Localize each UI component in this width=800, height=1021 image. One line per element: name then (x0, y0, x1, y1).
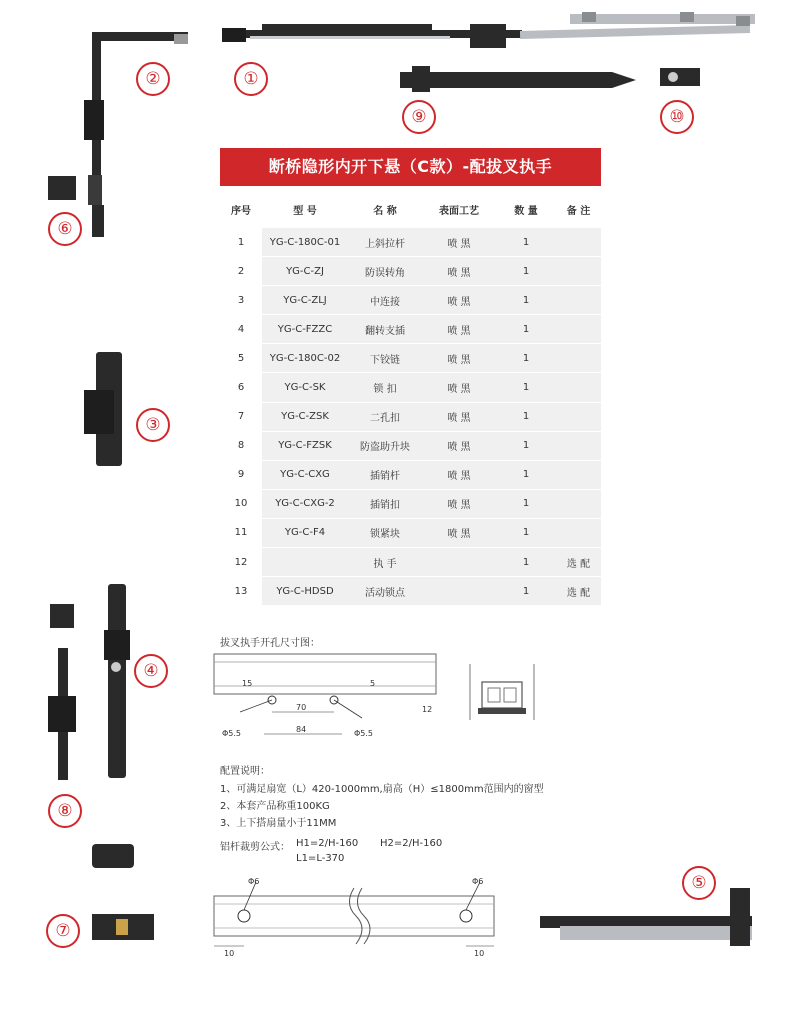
header-index: 序号 (231, 205, 251, 217)
badge-6: ⑥ (48, 212, 82, 246)
cell-name: 翻转支插 (348, 315, 422, 344)
cell-finish (422, 548, 496, 577)
cell-model: YG-C-HDSD (262, 577, 348, 606)
cell-quantity: 1 (496, 344, 556, 373)
cell-index: 2 (220, 257, 262, 286)
cell-remark (556, 373, 601, 402)
cell-quantity: 1 (496, 402, 556, 431)
handle-drawing-title: 拔叉执手开孔尺寸图： (220, 638, 320, 649)
cell-remark (556, 518, 601, 547)
cell-remark: 选 配 (556, 548, 601, 577)
cell-remark: 选 配 (556, 577, 601, 606)
cell-model: YG-C-SK (262, 373, 348, 402)
dim-hole-left: Φ5.5 (222, 729, 242, 738)
formula-label: 铝杆裁剪公式： (220, 842, 290, 853)
cell-model: YG-C-ZJ (262, 257, 348, 286)
cell-finish: 喷 黑 (422, 286, 496, 315)
cell-quantity: 1 (496, 228, 556, 257)
cell-name: 二孔扣 (348, 402, 422, 431)
table-row (220, 344, 601, 373)
cell-finish: 喷 黑 (422, 257, 496, 286)
cell-remark (556, 489, 601, 518)
cell-model (262, 548, 348, 577)
cell-index: 1 (220, 228, 262, 257)
cell-name: 防误转角 (348, 257, 422, 286)
table-row (220, 228, 601, 257)
cell-index: 11 (220, 518, 262, 547)
header-model: 型 号 (293, 205, 317, 217)
handle-hole-drawing (212, 650, 440, 746)
cell-name: 活动锁点 (348, 577, 422, 606)
cell-model: YG-C-FZZC (262, 315, 348, 344)
dim-5: 5 (370, 679, 376, 688)
config-line-2: 2、本套产品称重100KG (220, 801, 330, 812)
formula-h1: H1=2/H-160 (296, 838, 359, 849)
badge-5: ⑤ (682, 866, 716, 900)
cell-name: 插销杆 (348, 460, 422, 489)
cell-model: YG-C-180C-02 (262, 344, 348, 373)
config-title: 配置说明： (220, 766, 270, 777)
formula-l1: L1=L-370 (296, 853, 345, 864)
config-line-3: 3、上下搭扇量小于11MM (220, 818, 337, 829)
cell-quantity: 1 (496, 286, 556, 315)
cell-quantity: 1 (496, 518, 556, 547)
cell-model: YG-C-FZSK (262, 431, 348, 460)
table-row (220, 257, 601, 286)
cell-index: 5 (220, 344, 262, 373)
badge-2: ② (136, 62, 170, 96)
badge-4: ④ (134, 654, 168, 688)
cell-name: 执 手 (348, 548, 422, 577)
dim-10-left: 10 (224, 949, 235, 958)
table-row (220, 373, 601, 402)
cell-quantity: 1 (496, 315, 556, 344)
table-header-row (220, 190, 601, 228)
table-row (220, 518, 601, 547)
cell-index: 9 (220, 460, 262, 489)
cell-index: 8 (220, 431, 262, 460)
cell-model: YG-C-CXG (262, 460, 348, 489)
cell-index: 12 (220, 548, 262, 577)
cell-name: 锁紧块 (348, 518, 422, 547)
cell-quantity: 1 (496, 257, 556, 286)
cell-index: 3 (220, 286, 262, 315)
cell-model: YG-C-ZSK (262, 402, 348, 431)
cell-name: 防盗助升块 (348, 431, 422, 460)
table-row (220, 577, 601, 606)
cell-model: YG-C-ZLJ (262, 286, 348, 315)
cell-remark (556, 402, 601, 431)
cell-finish: 喷 黑 (422, 402, 496, 431)
dim-10-right: 10 (474, 949, 485, 958)
cell-index: 4 (220, 315, 262, 344)
table-row (220, 431, 601, 460)
header-finish: 表面工艺 (439, 205, 479, 217)
table-row (220, 315, 601, 344)
cell-quantity: 1 (496, 489, 556, 518)
cell-model: YG-C-180C-01 (262, 228, 348, 257)
table-row (220, 489, 601, 518)
cell-name: 插销扣 (348, 489, 422, 518)
badge-1: ① (234, 62, 268, 96)
cell-remark (556, 460, 601, 489)
part-6-lock-catch (48, 176, 76, 200)
cell-name: 下铰链 (348, 344, 422, 373)
cell-finish: 喷 黑 (422, 431, 496, 460)
cell-finish: 喷 黑 (422, 373, 496, 402)
cell-remark (556, 228, 601, 257)
rod-cutting-drawing (204, 868, 504, 958)
cell-name: 上斜拉杆 (348, 228, 422, 257)
cell-remark (556, 257, 601, 286)
cell-name: 中连接 (348, 286, 422, 315)
formula-h2: H2=2/H-160 (380, 838, 443, 849)
cell-quantity: 1 (496, 548, 556, 577)
config-line-1: 1、可满足扇宽（L）420-1000mm,扇高（H）≤1800mm范围内的窗型 (220, 784, 544, 795)
table-row (220, 402, 601, 431)
table-row (220, 460, 601, 489)
cell-model: YG-C-F4 (262, 518, 348, 547)
cell-remark (556, 344, 601, 373)
cell-name: 锁 扣 (348, 373, 422, 402)
badge-10: ⑩ (660, 100, 694, 134)
dim-phi6-right: Φ6 (472, 877, 484, 886)
cell-finish: 喷 黑 (422, 315, 496, 344)
cell-index: 6 (220, 373, 262, 402)
profile-section-drawing (468, 660, 540, 722)
cell-finish: 喷 黑 (422, 489, 496, 518)
spec-table (220, 190, 601, 606)
cell-remark (556, 315, 601, 344)
cell-finish: 喷 黑 (422, 344, 496, 373)
header-remark: 备 注 (566, 205, 591, 217)
badge-8: ⑧ (48, 794, 82, 828)
dim-phi6-left: Φ6 (248, 877, 260, 886)
table-row (220, 286, 601, 315)
badge-3: ③ (136, 408, 170, 442)
cell-finish: 喷 黑 (422, 228, 496, 257)
cell-index: 13 (220, 577, 262, 606)
header-name: 名 称 (373, 205, 397, 217)
cell-finish (422, 577, 496, 606)
cell-quantity: 1 (496, 577, 556, 606)
cell-quantity: 1 (496, 460, 556, 489)
cell-finish: 喷 黑 (422, 460, 496, 489)
cell-remark (556, 431, 601, 460)
dim-12: 12 (422, 705, 433, 714)
cell-index: 7 (220, 402, 262, 431)
table-row (220, 548, 601, 577)
page-title: 断桥隐形内开下悬（C款）-配拔叉执手 (220, 148, 601, 186)
cell-quantity: 1 (496, 431, 556, 460)
cell-quantity: 1 (496, 373, 556, 402)
cell-finish: 喷 黑 (422, 518, 496, 547)
badge-9: ⑨ (402, 100, 436, 134)
header-quantity: 数 量 (514, 205, 538, 217)
badge-7: ⑦ (46, 914, 80, 948)
dim-84: 84 (296, 725, 307, 734)
cell-index: 10 (220, 489, 262, 518)
cell-model: YG-C-CXG-2 (262, 489, 348, 518)
dim-15: 15 (242, 679, 253, 688)
dim-hole-right: Φ5.5 (354, 729, 374, 738)
dim-70: 70 (296, 703, 307, 712)
cell-remark (556, 286, 601, 315)
